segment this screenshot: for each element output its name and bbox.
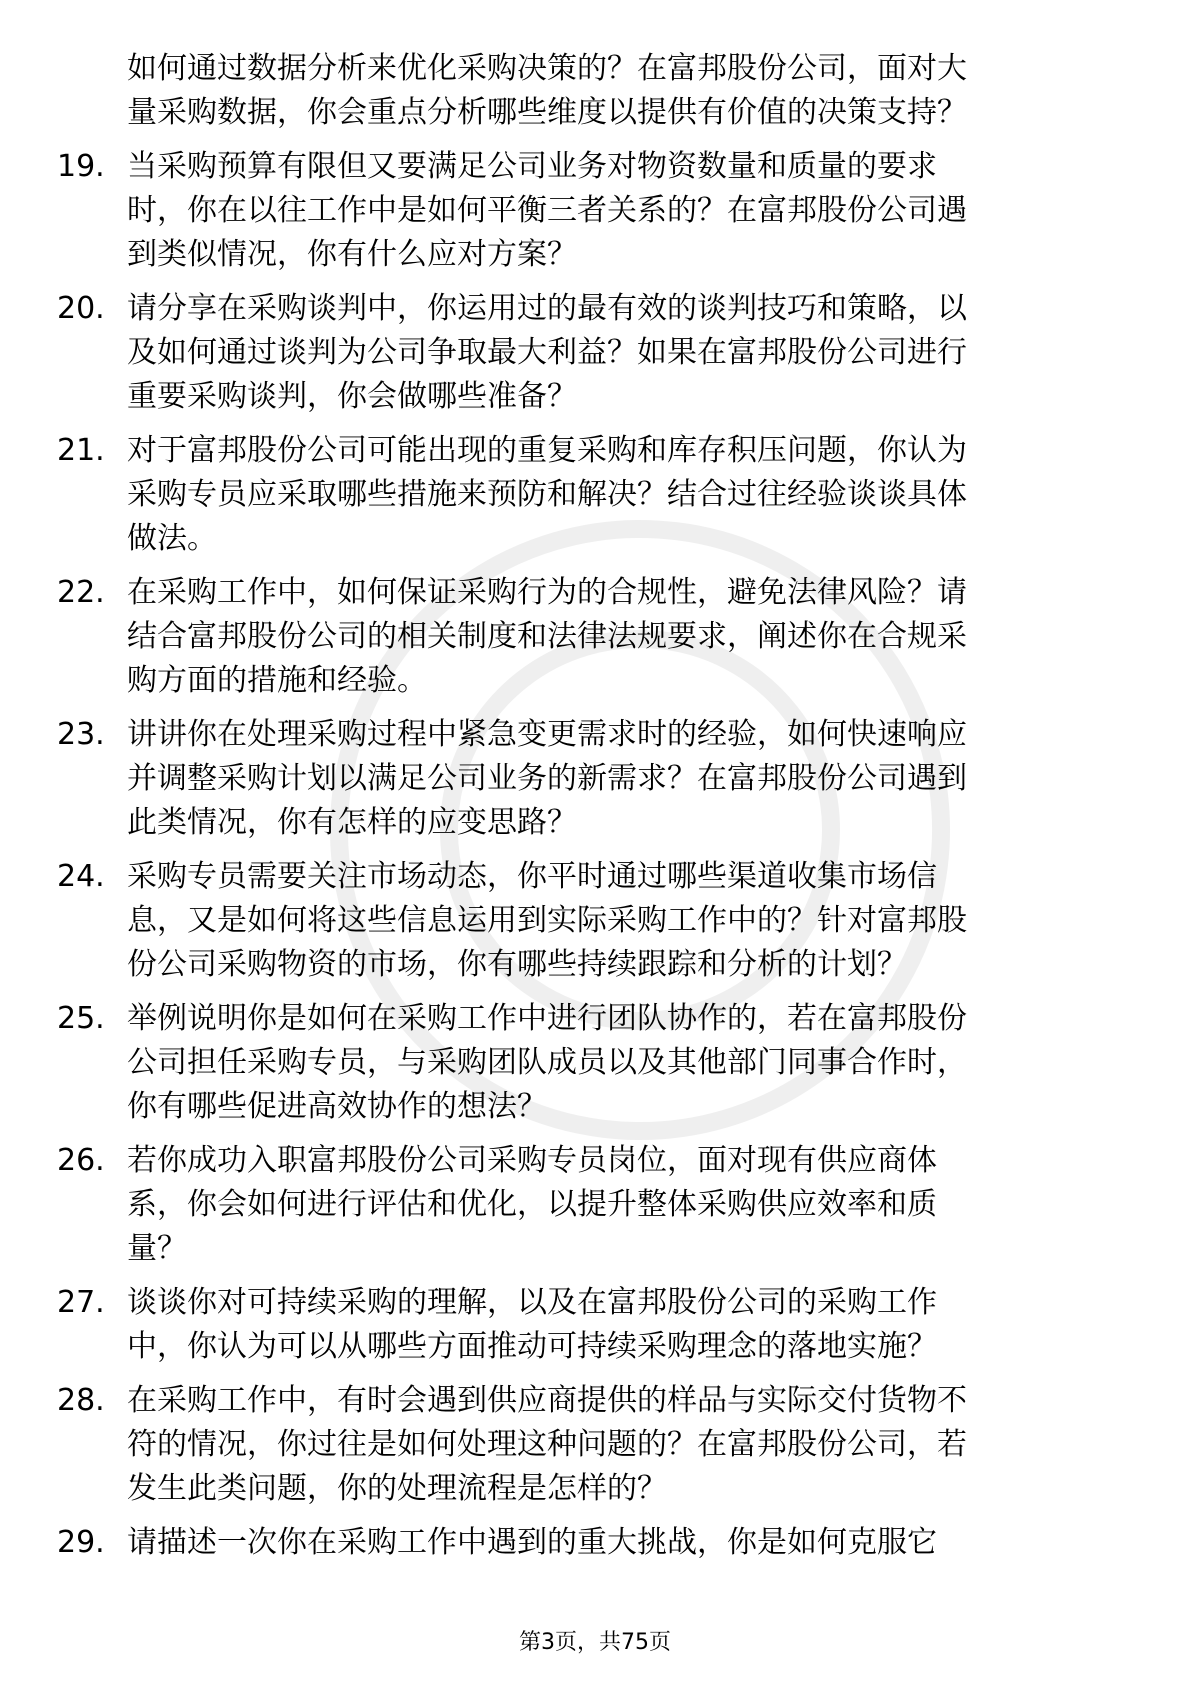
question-line: 公司担任采购专员，与采购团队成员以及其他部门同事合作时，	[127, 1045, 967, 1080]
question-line: 讲讲你在处理采购过程中紧急变更需求时的经验，如何快速响应	[127, 717, 967, 752]
question-line: 请描述一次你在采购工作中遇到的重大挑战，你是如何克服它	[127, 1525, 937, 1560]
question-line: 符的情况，你过往是如何处理这种问题的？在富邦股份公司，若	[127, 1427, 967, 1462]
question-line: 息，又是如何将这些信息运用到实际采购工作中的？针对富邦股	[127, 903, 967, 938]
question-number: 22.	[57, 575, 105, 610]
question-line: 购方面的措施和经验。	[127, 663, 427, 698]
question-number: 23.	[57, 717, 105, 752]
question-line: 在采购工作中，如何保证采购行为的合规性，避免法律风险？请	[127, 575, 967, 610]
question-line: 采购专员需要关注市场动态，你平时通过哪些渠道收集市场信	[127, 859, 937, 894]
question-number: 28.	[57, 1383, 105, 1418]
question-number: 25.	[57, 1001, 105, 1036]
question-number: 27.	[57, 1285, 105, 1320]
question-line: 请分享在采购谈判中，你运用过的最有效的谈判技巧和策略，以	[127, 291, 967, 326]
question-line: 你有哪些促进高效协作的想法？	[127, 1089, 547, 1124]
question-line: 系，你会如何进行评估和优化，以提升整体采购供应效率和质	[127, 1187, 937, 1222]
question-number: 19.	[57, 149, 105, 184]
question-number: 29.	[57, 1525, 105, 1560]
question-line: 采购专员应采取哪些措施来预防和解决？结合过往经验谈谈具体	[127, 477, 967, 512]
question-number: 26.	[57, 1143, 105, 1178]
question-number: 24.	[57, 859, 105, 894]
continuation-line: 量采购数据，你会重点分析哪些维度以提供有价值的决策支持？	[127, 95, 967, 130]
question-line: 到类似情况，你有什么应对方案？	[127, 237, 577, 272]
continuation-line: 如何通过数据分析来优化采购决策的？在富邦股份公司，面对大	[127, 51, 967, 86]
question-line: 中，你认为可以从哪些方面推动可持续采购理念的落地实施？	[127, 1329, 937, 1364]
question-number: 21.	[57, 433, 105, 468]
question-line: 结合富邦股份公司的相关制度和法律法规要求，阐述你在合规采	[127, 619, 967, 654]
question-line: 并调整采购计划以满足公司业务的新需求？在富邦股份公司遇到	[127, 761, 967, 796]
question-line: 及如何通过谈判为公司争取最大利益？如果在富邦股份公司进行	[127, 335, 967, 370]
question-line: 做法。	[127, 521, 217, 556]
question-number: 20.	[57, 291, 105, 326]
question-line: 当采购预算有限但又要满足公司业务对物资数量和质量的要求	[127, 149, 937, 184]
question-line: 时，你在以往工作中是如何平衡三者关系的？在富邦股份公司遇	[127, 193, 967, 228]
question-line: 谈谈你对可持续采购的理解，以及在富邦股份公司的采购工作	[127, 1285, 937, 1320]
question-line: 举例说明你是如何在采购工作中进行团队协作的，若在富邦股份	[127, 1001, 967, 1036]
page-number: 第3页，共75页	[519, 1630, 671, 1655]
question-line: 对于富邦股份公司可能出现的重复采购和库存积压问题，你认为	[127, 433, 967, 468]
question-line: 此类情况，你有怎样的应变思路？	[127, 805, 577, 840]
question-line: 在采购工作中，有时会遇到供应商提供的样品与实际交付货物不	[127, 1383, 967, 1418]
question-line: 份公司采购物资的市场，你有哪些持续跟踪和分析的计划？	[127, 947, 907, 982]
question-line: 若你成功入职富邦股份公司采购专员岗位，面对现有供应商体	[127, 1143, 937, 1178]
question-line: 量？	[127, 1231, 187, 1266]
question-line: 重要采购谈判，你会做哪些准备？	[127, 379, 577, 414]
question-line: 发生此类问题，你的处理流程是怎样的？	[127, 1471, 667, 1506]
